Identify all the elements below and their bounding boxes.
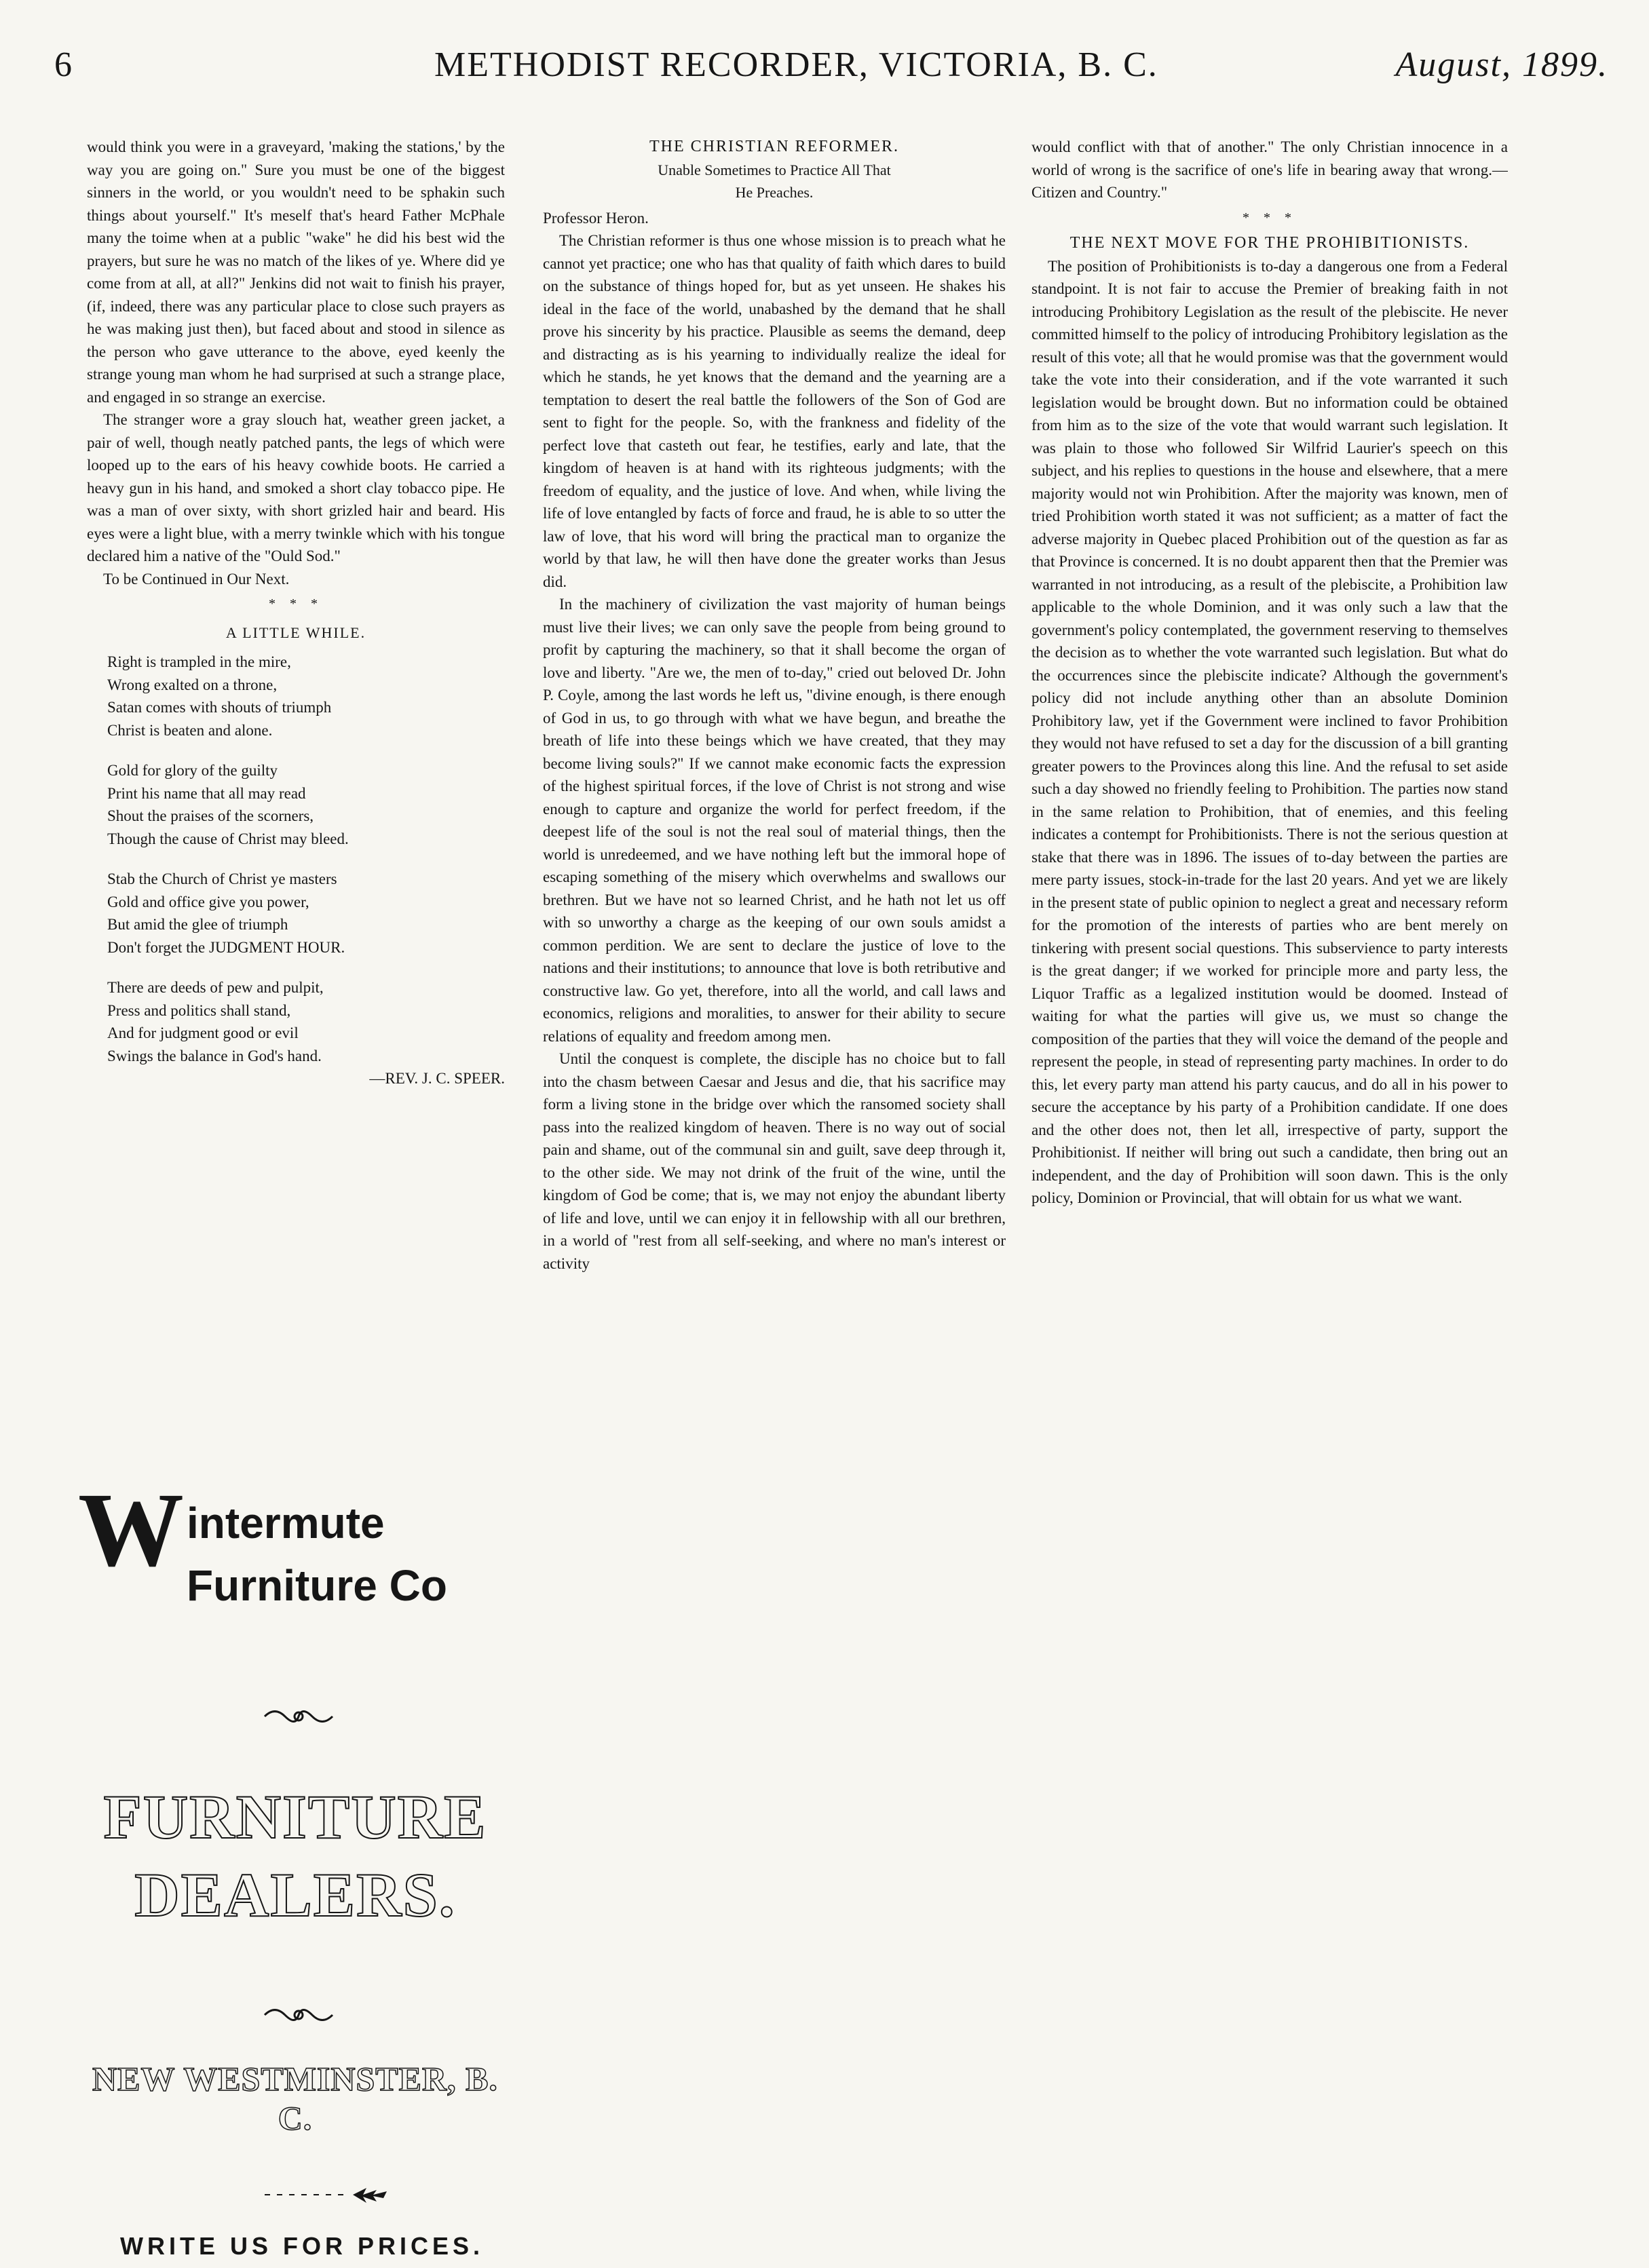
article-paragraph: Until the conquest is complete, the disciple has no choice but to fall into the chasm between Caesar and Jesus and die, that his sacrifice may form a living stone in the bridge over which the ransomed society shall pass into the realized kingdom of heaven. There is no way out of social pain and shame, out of the communal sin and guilt, save deep through it, to the other side. We may not drink of the fruit of the wine, until the kingdom of God be come; that is, we may not enjoy the abundant liberty of life and love, until we can enjoy it in fellowship with all our brethren, in a world of "rest from all self-seeking, and where no man's interest or activity [543, 1050, 1006, 1272]
story-paragraph: The stranger wore a gray slouch hat, weather green jacket, a pair of well, though neatly patched pants, the legs of which were looped up to the ears of his heavy cowhide boots. He carried a heavy gun in his hand, and smoked a short clay tobacco pipe. He was a man of over sixty, with short grizled hair and beard. His eyes were a light blue, with a merry twinkle which with his tongue declared him a native of the "Ould Sod." [87, 411, 505, 564]
ad-headline-1: FURNITURE [103, 1782, 487, 1851]
poem-line: Print his name that all may read [107, 784, 306, 802]
article-subtitle: Unable Sometimes to Practice All That [658, 161, 891, 178]
brand-initial: W [78, 1471, 184, 1588]
poem-line: And for judgment good or evil [107, 1024, 299, 1041]
publication-title: METHODIST RECORDER, VICTORIA, B. C. [434, 45, 1158, 84]
poem-line: Christ is beaten and alone. [107, 721, 273, 739]
section-stars: * * * [269, 596, 323, 611]
page-header [54, 45, 1608, 113]
article-paragraph: In the machinery of civilization the vast majority of human beings must live their lives; we can only save the people from being ground to profit by capturing the machinery, so that it shall become the organ of love and liberty. "Are we, the men of to-day," cried out beloved Dr. John P. Coyle, among the last words he left us, "divine enough, is there enough of God in us, to go through with what we have begun, and breathe the breath of life into these beings which we have created, that they may become living souls?" If we cannot make economic facts the expression of the highest spiritual forces, if the love of Christ is not strong and wise enough to capture and organize the world for perfect freedom, if the deepest life of the soul is not the real soul of material things, then the world is unredeemed, and we have nothing left but the immoral hope of escaping something of the misery which overwhelms and swallows our brethren. But we have not so learned Christ, and he hath not let us off with so unworthy a charge as the keeping of our own souls amidst a common perdition. We are sent to declare the justice of love to the nations and their institutions; to announce that love is both retributive and constructive law. Go yet, therefore, into all the world, and call laws and economics, religions and moralities, to answer for their ability to secure relations of equality and freedom among men. [543, 596, 1006, 1045]
poem-line: Gold for glory of the guilty [107, 762, 278, 779]
ad-headline-2: DEALERS. [134, 1860, 456, 1929]
poem-stanza [107, 651, 505, 742]
ad-location: NEW WESTMINSTER, B. C. [92, 2060, 498, 2137]
story-paragraph: would think you were in a graveyard, 'making the stations,' by the way you are going on." Sure you must be one of the biggest sinners in the world, or you wouldn't need to be sphakin such things about yourself." It's meself that's heard Father McPhale many the toime when at a public "wake" he did his best wid the prayers, but sure he was no match of the likes of ye. Where did ye come from at all, at all?" Jenkins did not wait to finish his prayer, (if, indeed, there was any particular place to close such prayers as he was making just then), but faced about and stood in silence as the person who gave utterance to the above, eyed keenly the strange young man whom he had surprised at such a strange place, and engaged in so strange an exercise. [87, 138, 505, 406]
poem-line: Don't forget the JUDGMENT HOUR. [107, 938, 345, 956]
column-3 [1031, 136, 1508, 2225]
column-1 [87, 136, 505, 1090]
poem-line: Stab the Church of Christ ye masters [107, 870, 337, 887]
ornament-icon [261, 2001, 336, 2029]
article-paragraph: The position of Prohibitionists is to-day a dangerous one from a Federal standpoint. It is not fair to accuse the Premier of breaking faith in not introducing Prohibitory Legislation as the result of the plebiscite. He never committed himself to the policy of introducing Prohibitory legislation as the result of this vote; all that he would promise was that the government would take the vote into their consideration, and if the vote warranted it such legislation would be brought down. But no information could be obtained from him as to the size of the vote that would warrant such legislation. It was plain to those who followed Sir Wilfrid Laurier's speech on this subject, and his replies to questions in the house and elsewhere, that a mere majority would not win Prohibition. After the majority was known, men of tried Prohibition worth stated it was not sufficient; as a matter of fact the adverse majority in Quebec placed Prohibition out of the question as far as that Province is concerned. It is no doubt apparent then that the Premier was warranted in not introducing, as a result of the plebiscite, a Prohibition law applicable to the whole Dominion, and it was only such a law that the government's policy contemplated, the government reserving to themselves the decision as to whether the vote warranted such legislation. But what do the occurrences since the plebiscite indicate? Although the government's policy did not include anything other than an absolute Dominion Prohibitory law, yet if the Government were inclined to favor Prohibition they would not have refused to set a day for the discussion of a bill granting greater powers to the Provinces along this line. And the refusal to set aside such a day showed no friendly feeling to Prohibition. The parties now stand in the same relation to Prohibition, that of enemies, and this feeling indicates a contempt for Prohibitionists. There is not the serious question at stake that there was in 1896. The issues of to-day between the parties are mere party issues, stock-in-trade for the last 20 years. And yet we are likely in the present state of public opinion to neglect a great and necessary reform for the promotion of the interests of parties who are bent merely on tinkering with present social questions. This subservience to party interests is the great danger; if we worked for principle more and party less, the Liquor Traffic as a legalized institution would be doomed. Instead of waiting for what the parties will give us, we must so change the composition of the parties that they will voice the demand of the people and represent the people, in stead of representing party machines. In order to do this, let every party man attend his party caucus, and do all in his power to secure the acceptance by his party of a Prohibition candidate. If one does and the other does not, then let all, irrespective of party, support the Prohibitionist. If neither will bring out such a candidate, then bring out an independent, and the day of Prohibition will soon dawn. This is the only policy, Dominion or Provincial, that will obtain for us what we want. [1031, 257, 1508, 1206]
article-subtitle: He Preaches. [735, 184, 814, 201]
poem-line: Right is trampled in the mire, [107, 653, 291, 670]
column-2 [543, 136, 1006, 1275]
poem-line: Swings the balance in God's hand. [107, 1047, 322, 1064]
brand-name-line2: Furniture Co [187, 1561, 447, 1610]
poem-line: Shout the praises of the scorners, [107, 807, 314, 824]
article-byline: Professor Heron. [543, 209, 649, 227]
ornament-icon [261, 1703, 336, 1730]
poem-line: But amid the glee of triumph [107, 916, 288, 933]
poem-line: Wrong exalted on a throne, [107, 676, 278, 693]
poem-author: —REV. J. C. SPEER. [369, 1070, 505, 1087]
ad-brand [78, 1471, 512, 1642]
article-title: THE CHRISTIAN REFORMER. [649, 138, 900, 155]
poem-stanza [107, 976, 505, 1067]
section-stars: * * * [1243, 210, 1297, 225]
brand-name-line1: intermute [187, 1499, 385, 1548]
continued-note: To be Continued in Our Next. [103, 570, 290, 588]
poem-title: A LITTLE WHILE. [225, 623, 366, 641]
article-continuation: would conflict with that of another." The only Christian innocence in a world of wrong is the sacrifice of one's life in bearing away that wrong.—Citizen and Country." [1031, 138, 1508, 201]
issue-date: August, 1899. [1395, 45, 1608, 84]
ad-call-to-action: WRITE US FOR PRICES. [119, 2232, 485, 2260]
poem-line: Press and politics shall stand, [107, 1001, 291, 1019]
poem-line: Satan comes with shouts of triumph [107, 699, 332, 716]
poem-line: There are deeds of pew and pulpit, [107, 979, 324, 996]
poem-stanza [107, 868, 505, 959]
furniture-advertisement [78, 1471, 512, 2260]
poem-line: Gold and office give you power, [107, 893, 309, 910]
page-number: 6 [54, 45, 73, 84]
article-paragraph: The Christian reformer is thus one whose mission is to preach what he cannot yet practice; one who has that quality of faith which dares to build on the substance of things hoped for, but as yet unseen. He shakes his ideal in the face of the world, unabashed by the demand that he shall prove his sincerity by his practice. Plausible as seems the demand, deep and distracting as is his yearning to individually realize the ideal for which he stands, he yet knows that the demand and the yearning are a temptation to desert the real battle the followers of the Son of God are sent to fight for the people. So, with the frankness and fidelity of the perfect love that casteth out fear, he testifies, early and late, that the kingdom of heaven is at hand with its righteous judgments; with the freedom of equality, and the justice of love. And when, while living the life of love entangled by facts of force and fraud, he is able to so utter the law of love, that his word will bring the practical man to organize the world by that law, he will then have done the greater works than Jesus did. [543, 232, 1006, 590]
article-title: THE NEXT MOVE FOR THE PROHIBITIONISTS. [1069, 234, 1470, 252]
poem-line: Though the cause of Christ may bleed. [107, 830, 349, 847]
poem-stanza [107, 759, 505, 850]
flourish-icon [265, 2185, 400, 2205]
